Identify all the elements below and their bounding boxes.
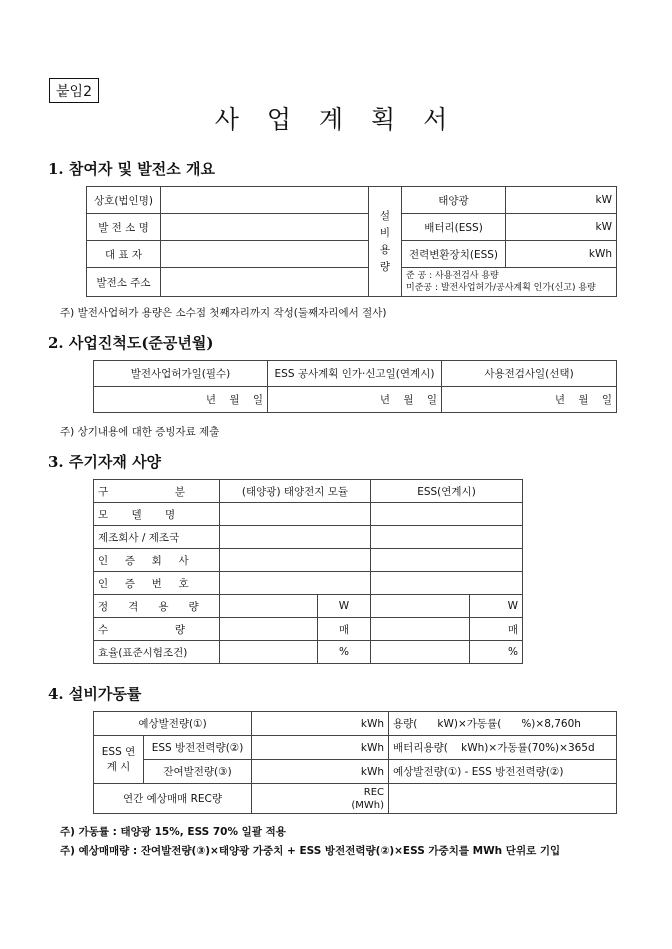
section-2-heading: 2. 사업진척도(준공년월): [48, 334, 214, 352]
utilization-table: [93, 711, 617, 814]
pv-cell[interactable]: [220, 618, 318, 641]
plant-address-field[interactable]: [161, 268, 369, 297]
ess-cell[interactable]: [371, 572, 523, 595]
overview-table: [86, 186, 617, 297]
cap-unit: kW: [506, 214, 617, 241]
header-cell: 발전사업허가일(필수): [94, 361, 268, 387]
date-cell[interactable]: 년 월 일: [442, 387, 617, 413]
unit-cell[interactable]: kWh: [252, 712, 389, 736]
section-3-heading: 3. 주기자재 사양: [48, 453, 162, 471]
row-label: 잔여발전량(③): [144, 760, 252, 784]
section-1-note: 주) 발전사업허가 용량은 소수점 첫째자리까지 작성(둘째자리에서 절사): [60, 307, 387, 319]
row-label: 발전소 주소: [87, 268, 161, 297]
capacity-label: [369, 187, 402, 297]
cap-label: 전력변환장치(ESS): [402, 241, 506, 268]
ess-cell[interactable]: [371, 549, 523, 572]
row-label: 연간 예상매매 REC량: [94, 784, 252, 814]
cap-label: 태양광: [402, 187, 506, 214]
col-header: ESS(연계시): [371, 480, 523, 503]
row-label: 모 델 명: [94, 503, 220, 526]
unit-cell[interactable]: kWh: [252, 736, 389, 760]
section-2-note: 주) 상기내용에 대한 증빙자료 제출: [60, 426, 220, 438]
unit-cell[interactable]: REC (MWh): [252, 784, 389, 814]
formula-cell: 용량( kW)×가동률( %)×8,760h: [389, 712, 617, 736]
cap-unit: kW: [506, 187, 617, 214]
ess-cell[interactable]: [371, 526, 523, 549]
row-label: 정 격 용 량: [94, 595, 220, 618]
header-cell: 사용전검사일(선택): [442, 361, 617, 387]
ess-cell[interactable]: [371, 595, 470, 618]
attachment-tag: 붙임2: [49, 78, 99, 103]
pv-cell[interactable]: [220, 526, 371, 549]
section-4-note-2: 주) 예상매매량 : 잔여발전량(③)×태양광 가중치 + ESS 방전전력량(②)×ESS 가중치를 MWh 단위로 기입: [60, 845, 561, 857]
date-cell[interactable]: 년 월 일: [94, 387, 268, 413]
section-1-heading: 1. 참여자 및 발전소 개요: [48, 160, 215, 178]
pv-cell[interactable]: [220, 595, 318, 618]
row-label: 예상발전량(①): [94, 712, 252, 736]
section-4-heading: 4. 설비가동률: [48, 685, 142, 703]
representative-field[interactable]: [161, 241, 369, 268]
header-cell: ESS 공사계획 인가·신고일(연계시): [268, 361, 442, 387]
ess-cell[interactable]: [371, 503, 523, 526]
pv-cell[interactable]: [220, 549, 371, 572]
formula-cell: 배터리용량( kWh)×가동률(70%)×365d: [389, 736, 617, 760]
col-header: (태양광) 태양전지 모듈: [220, 480, 371, 503]
unit-cell: 매: [470, 618, 523, 641]
row-label: 대 표 자: [87, 241, 161, 268]
unit-cell[interactable]: kWh: [252, 760, 389, 784]
plant-name-field[interactable]: [161, 214, 369, 241]
row-label: 인 증 번 호: [94, 572, 220, 595]
cap-label: 배터리(ESS): [402, 214, 506, 241]
ess-cell[interactable]: [371, 641, 470, 664]
cap-unit: kWh: [506, 241, 617, 268]
progress-table: [93, 360, 617, 413]
equipment-table: [93, 479, 523, 664]
row-label: 효율(표준시험조건): [94, 641, 220, 664]
capacity-note: 준 공 : 사용전검사 용량 미준공 : 발전사업허가/공사계획 인가(신고) 용량: [402, 268, 617, 297]
row-label: 상호(법인명): [87, 187, 161, 214]
row-label: ESS 방전전력량(②): [144, 736, 252, 760]
row-label: 인 증 회 사: [94, 549, 220, 572]
capacity-label-text: 설 비 용 량: [379, 209, 391, 273]
row-label: 발 전 소 명: [87, 214, 161, 241]
pv-cell[interactable]: [220, 572, 371, 595]
row-label: 수 량: [94, 618, 220, 641]
unit-cell: W: [470, 595, 523, 618]
ess-cell[interactable]: [371, 618, 470, 641]
company-name-field[interactable]: [161, 187, 369, 214]
formula-cell: 예상발전량(①) - ESS 방전전력량(②): [389, 760, 617, 784]
section-4-note-1: 주) 가동률 : 태양광 15%, ESS 70% 일괄 적용: [60, 826, 286, 838]
unit-cell: 매: [318, 618, 371, 641]
col-header: 구 분: [94, 480, 220, 503]
formula-cell: [389, 784, 617, 814]
date-cell[interactable]: 년 월 일: [268, 387, 442, 413]
unit-cell: %: [470, 641, 523, 664]
unit-cell: W: [318, 595, 371, 618]
ess-label: ESS 연계 시: [94, 736, 144, 784]
pv-cell[interactable]: [220, 503, 371, 526]
page-title: 사 업 계 획 서: [214, 105, 458, 134]
pv-cell[interactable]: [220, 641, 318, 664]
unit-cell: %: [318, 641, 371, 664]
row-label: 제조회사 / 제조국: [94, 526, 220, 549]
